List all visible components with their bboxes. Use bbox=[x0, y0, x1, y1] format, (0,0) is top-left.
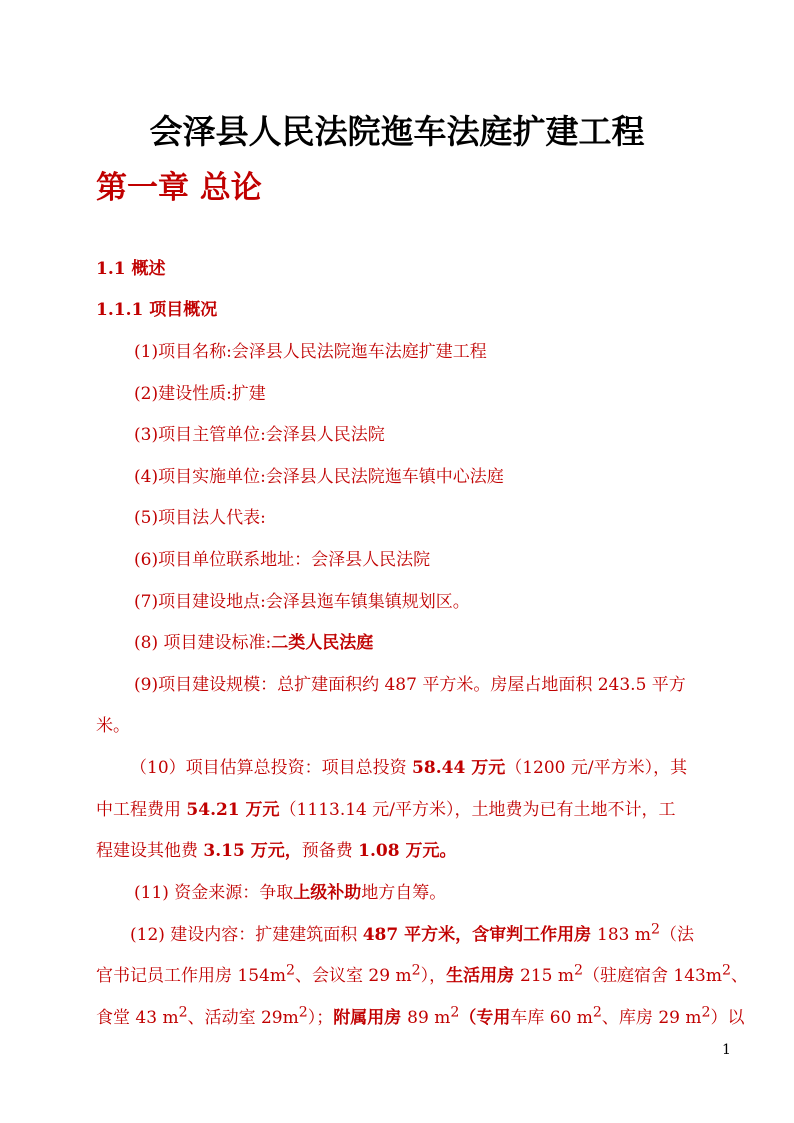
sup: 2 bbox=[450, 1004, 460, 1021]
item-supervising-unit: (3)项目主管单位:会泽县人民法院 bbox=[134, 425, 385, 445]
engineering-cost-text: 中工程费用 bbox=[96, 800, 187, 820]
item-investment-line1 bbox=[130, 753, 687, 778]
item-implementing-unit: (4)项目实施单位:会泽县人民法院迤车镇中心法庭 bbox=[134, 467, 504, 487]
activity-room-area: 、活动室 29m bbox=[187, 1008, 299, 1028]
canteen-area: 食堂 43 m bbox=[96, 1008, 179, 1028]
living-rooms-label: 生活用房 bbox=[446, 966, 520, 986]
funding-self: 地方自筹。 bbox=[361, 883, 447, 903]
total-investment: 58.44 万元 bbox=[412, 758, 506, 778]
page-number: 1 bbox=[722, 1042, 731, 1058]
sup: 2 bbox=[411, 962, 421, 979]
other-cost-text: 程建设其他费 bbox=[96, 841, 204, 861]
sup: 2 bbox=[701, 1004, 711, 1021]
item-content-line2 bbox=[96, 961, 748, 986]
continuation: ）以 bbox=[710, 1008, 745, 1028]
item-content-line3 bbox=[96, 1003, 745, 1028]
sup: 2 bbox=[298, 1004, 308, 1021]
section-heading-1-1: 1.1 概述 bbox=[96, 259, 166, 279]
sup: 2 bbox=[651, 921, 661, 938]
auxiliary-area: 89 m bbox=[407, 1008, 451, 1028]
engineering-cost: 54.21 万元 bbox=[186, 800, 280, 820]
meeting-room-area: 、会议室 29 m bbox=[295, 966, 412, 986]
living-rooms-area: 215 m bbox=[520, 966, 574, 986]
item8-standard: 二类人民法庭 bbox=[271, 633, 374, 653]
sup: 2 bbox=[285, 962, 295, 979]
chapter-heading: 第一章 总论 bbox=[96, 170, 262, 206]
content-total-area: 487 平方米，含审判工作用房 bbox=[362, 925, 598, 945]
item-content-line1 bbox=[130, 920, 694, 945]
item-project-name: (1)项目名称:会泽县人民法院迤车法庭扩建工程 bbox=[134, 342, 487, 362]
reserve-cost: 1.08 万元。 bbox=[358, 841, 457, 861]
sup: 2 bbox=[573, 962, 583, 979]
sup: 2 bbox=[721, 962, 731, 979]
document-title: 会泽县人民法院迤车法庭扩建工程 bbox=[149, 112, 645, 151]
item-construction-standard bbox=[134, 628, 373, 653]
separator: 、 bbox=[731, 966, 748, 986]
paren-close: ）， bbox=[420, 966, 447, 986]
content-paren: （法 bbox=[660, 925, 695, 945]
item-scale-line2: 米。 bbox=[96, 716, 130, 736]
auxiliary-rooms-label: 附属用房 bbox=[333, 1008, 408, 1028]
funding-subsidy: 上级补助 bbox=[293, 883, 362, 903]
reserve-cost-text: 预备费 bbox=[301, 841, 359, 861]
item8-prefix: (8) 项目建设标准: bbox=[134, 633, 272, 653]
item-contact-address: (6)项目单位联系地址：会泽县人民法院 bbox=[134, 550, 431, 570]
investment-text: （10）项目估算总投资：项目总投资 bbox=[130, 758, 413, 778]
sup: 2 bbox=[592, 1004, 602, 1021]
judge-office-area: 官书记员工作用房 154m bbox=[96, 966, 286, 986]
engineering-cost-detail: （1113.14 元/平方米），土地费为已有土地不计，工 bbox=[279, 800, 676, 820]
item-investment-line2 bbox=[96, 795, 676, 820]
paren-close: ）； bbox=[307, 1008, 334, 1028]
trial-area: 183 m bbox=[597, 925, 652, 945]
item-scale-line1: (9)项目建设规模：总扩建面积约 487 平方米。房屋占地面积 243.5 平方 bbox=[134, 675, 686, 695]
sup: 2 bbox=[178, 1004, 188, 1021]
content-text: (12) 建设内容：扩建建筑面积 bbox=[130, 925, 363, 945]
section-heading-1-1-1: 1.1.1 项目概况 bbox=[96, 300, 218, 320]
item-funding-source bbox=[134, 878, 446, 903]
dedicated-label: （专用 bbox=[459, 1008, 511, 1028]
item-investment-line3 bbox=[96, 836, 456, 861]
item-construction-site: (7)项目建设地点:会泽县迤车镇集镇规划区。 bbox=[134, 592, 470, 612]
garage-area: 车库 60 m bbox=[510, 1008, 593, 1028]
funding-text: (11) 资金来源：争取 bbox=[134, 883, 294, 903]
storage-area: 、库房 29 m bbox=[601, 1008, 702, 1028]
item-construction-nature: (2)建设性质:扩建 bbox=[134, 384, 266, 404]
investment-unit-cost: （1200 元/平方米），其 bbox=[505, 758, 688, 778]
item-legal-representative: (5)项目法人代表: bbox=[134, 508, 266, 528]
other-cost: 3.15 万元， bbox=[203, 841, 302, 861]
dormitory-area: （驻庭宿舍 143m bbox=[583, 966, 722, 986]
